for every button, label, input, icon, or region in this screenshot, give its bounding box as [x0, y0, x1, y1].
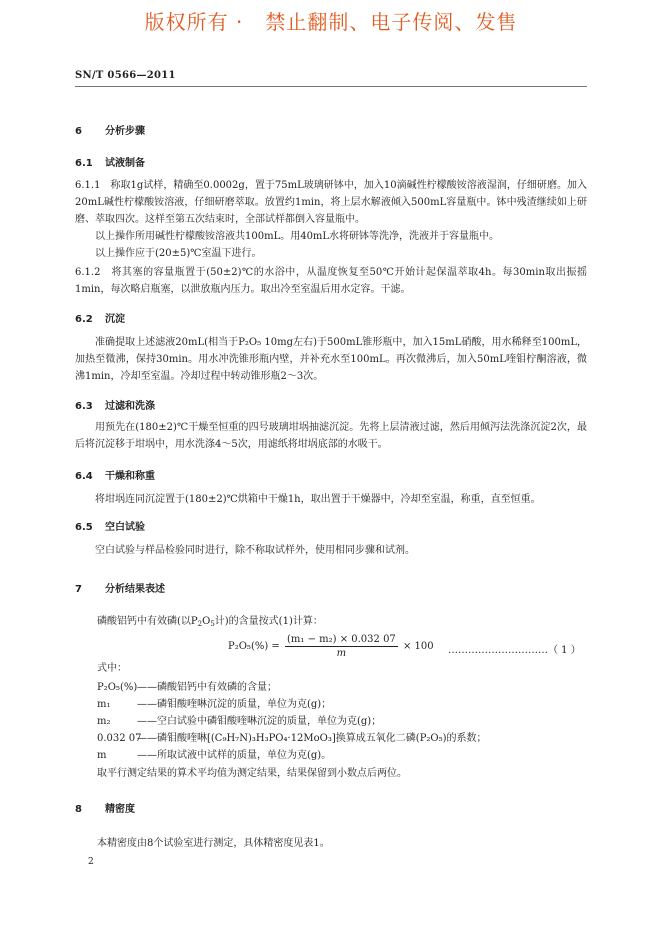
formula-numerator: (m₁ − m₂) × 0.032 07 [287, 634, 396, 645]
where-label: 式中： [97, 663, 127, 674]
section-6-1-heading: 6.1 试液制备 [75, 158, 145, 169]
variable-row: m₁ ——磷钼酸喹啉沉淀的质量，单位为克(g)； [97, 699, 332, 710]
section-8-heading: 8 精密度 [75, 804, 135, 815]
variable-row: 0.032 07——磷钼酸喹啉[(C₉H₇N)₃H₃PO₄·12MoO₃]换算成五氧化二磷(P₂O₅)的系数； [97, 733, 487, 744]
formula-fraction [285, 634, 398, 659]
formula-denominator: m [336, 648, 347, 659]
para-6-1-1-c: 以上操作应于(20±5)℃室温下进行。 [95, 248, 262, 259]
para-6-5: 空白试验与样品检验同时进行，除不称取试样外，使用相同步骤和试剂。 [95, 545, 415, 556]
section-6-3-heading: 6.3 过滤和洗涤 [75, 401, 155, 412]
standard-code: SN/T 0566—2011 [75, 70, 176, 81]
variable-row: m ——所取试液中试样的质量，单位为克(g)。 [97, 750, 332, 761]
section-6-4-heading: 6.4 干燥和称重 [75, 471, 155, 482]
para-6-2: 准确提取上述滤液20mL(相当于P₂O₅ 10mg左右)于500mL锥形瓶中，加入15mL硝酸，用水稀释至100mL，加热至微沸，保持30min。用水冲洗锥形瓶内壁，并补充水至100mL。再次微沸后，加入50mL喹钼柠酮溶液，微沸1min，冷却至室温。冷却过程中转动锥形瓶2～3次。 [75, 337, 587, 382]
section-6-heading: 6 分析步骤 [75, 126, 145, 137]
section-7-heading: 7 分析结果表述 [75, 584, 165, 595]
equation-number: …………………………（ 1 ） [448, 645, 581, 656]
para-7-intro: 磷酸铝钙中有效磷(以$P_2O_5$计)的含量按式(1)计算： [97, 616, 323, 628]
header-divider [75, 86, 587, 87]
formula-1 [228, 634, 434, 659]
formula-lhs: P₂O₅(%) = [228, 641, 280, 652]
page-number: 2 [88, 857, 94, 867]
formula-tail: × 100 [402, 641, 434, 652]
para-6-1-2: 6.1.2 将其塞的容量瓶置于(50±2)℃的水浴中，从温度恢复至50℃开始计起保温萃取4h。每30min取出振摇1min，每次略启瓶塞，以泄放瓶内压力。取出冷至室温后用水定容。干滤。 [75, 267, 587, 295]
variable-row: m₂ ——空白试验中磷钼酸喹啉沉淀的质量，单位为克(g)； [97, 716, 382, 727]
para-6-1-1: 6.1.1 称取1g试样，精确至0.0002g，置于75mL玻璃研钵中，加入10滴碱性柠檬酸铵溶液湿润，仔细研磨。加入20mL碱性柠檬酸铵溶液，仔细研磨萃取。放置约1min，将上层水解液倾入500mL容量瓶中。钵中残渣继续如上研磨、萃取四次。这样至第五次结束时，全部试样都倒入容量瓶中。 [75, 180, 587, 225]
para-8: 本精密度由8个试验室进行测定，具体精密度见表1。 [97, 838, 330, 849]
watermark-banner: 版权所有 · 禁止翻制、电子传阅、发售 [144, 10, 518, 34]
variable-row: P₂O₅(%)——磷酸铝钙中有效磷的含量； [97, 682, 277, 693]
section-6-5-heading: 6.5 空白试验 [75, 522, 145, 533]
para-7-conclusion: 取平行测定结果的算术平均值为测定结果，结果保留到小数点后两位。 [97, 768, 407, 779]
para-6-1-1-b: 以上操作所用碱性柠檬酸铵溶液共100mL。用40mL水将研钵等洗净，洗液并于容量瓶中。 [95, 231, 500, 242]
section-6-2-heading: 6.2 沉淀 [75, 314, 125, 325]
para-6-4: 将坩埚连同沉淀置于(180±2)℃烘箱中干燥1h，取出置于干燥器中，冷却至室温，称重，直至恒重。 [95, 494, 541, 505]
para-6-3: 用预先在(180±2)℃干燥至恒重的四号玻璃坩埚抽滤沉淀。先将上层清液过滤，然后用倾泻法洗涤沉淀2次，最后将沉淀移于坩埚中，用水洗涤4～5次，用滤纸将坩埚底部的水吸干。 [75, 422, 587, 450]
